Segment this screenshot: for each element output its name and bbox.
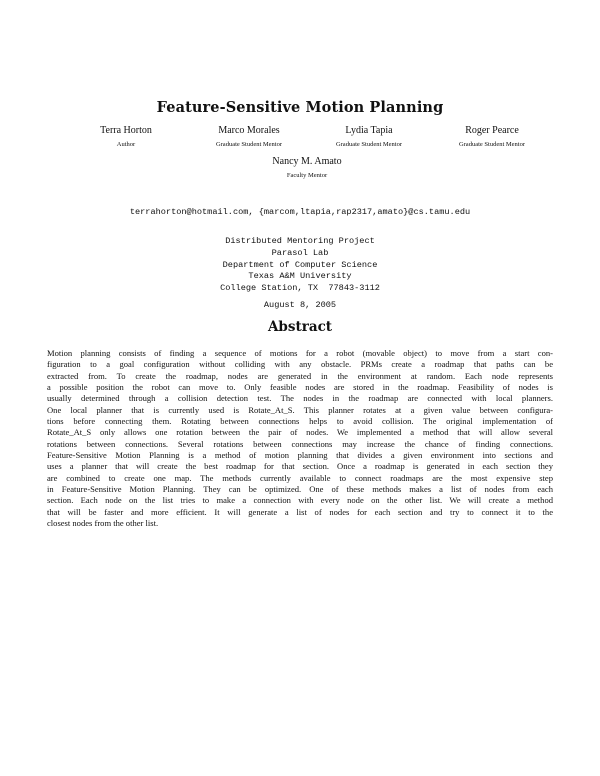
abstract-line: are combined to create one map. The methods currently available to connect roadmaps are the most expensive step	[47, 472, 553, 483]
abstract-heading: Abstract	[267, 319, 333, 335]
author-role: Faculty Mentor	[286, 172, 328, 179]
author-block	[56, 125, 196, 150]
author-name: Nancy M. Amato	[272, 156, 342, 167]
abstract-line: that will be faster and more efficient. It will generate a list of nodes for each section and try to connect it to the	[47, 506, 553, 517]
abstract-line: section. Each node on the list tries to make a connection with every node on the other list. We will create a method	[47, 495, 553, 506]
author-name: Terra Horton	[100, 125, 152, 136]
author-name: Roger Pearce	[465, 125, 519, 136]
abstract-line: One local planner that is currently used is Rotate_At_S. This planner rotates at a given value between configura-	[47, 404, 553, 415]
affiliation-block	[0, 236, 600, 295]
abstract-line: tions before connecting them. Rotating between connections helps to avoid collision. The original implementation of	[47, 416, 553, 427]
author-name: Marco Morales	[218, 125, 280, 136]
affiliation-line: Department of Computer Science	[222, 259, 378, 270]
author-role: Graduate Student Mentor	[335, 141, 403, 148]
affiliation-line: Distributed Mentoring Project	[225, 236, 375, 246]
abstract-line: Feature-Sensitive Motion Planning is a method of motion planning that divides a given environment into sections and	[47, 450, 553, 461]
author-block	[179, 125, 319, 150]
abstract-line: Rotate_At_S only allows one rotation between the pair of nodes. We implemented a method that will allow several	[47, 427, 553, 438]
abstract-line: Motion planning consists of finding a sequence of motions for a robot (movable object) to move from a start con-	[47, 348, 553, 358]
author-block	[422, 125, 562, 150]
abstract-line: closest nodes from the other list.	[47, 518, 159, 529]
abstract-line: in Feature-Sensitive Motion Planning. They can be optimized. One of these methods makes a list of nodes from each	[47, 484, 553, 495]
paper-date: August 8, 2005	[263, 300, 337, 310]
abstract-line: extracted from. To create the roadmap, nodes are generated in the environment at random. Each node represents	[47, 370, 553, 381]
affiliation-line: Parasol Lab	[271, 247, 329, 258]
affiliation-line: College Station, TX 77843-3112	[220, 283, 380, 294]
author-role: Author	[116, 141, 136, 148]
affiliation-line: Texas A&M University	[248, 271, 352, 282]
abstract-line: uses a planner that will create the best roadmap for that section. Once a roadmap is generated in each section they	[47, 461, 553, 472]
author-block	[299, 125, 439, 150]
author-block	[237, 156, 377, 181]
author-emails: terrahorton@hotmail.com, {marcom,ltapia,rap2317,amato}@cs.tamu.edu	[129, 207, 471, 217]
author-name: Lydia Tapia	[345, 125, 393, 136]
abstract-line: usually determined through a collision detection test. The nodes in the roadmap are connected with local planners.	[47, 393, 553, 404]
paper-title: Feature-Sensitive Motion Planning	[156, 99, 444, 116]
abstract-line: a possible position the robot can move to. Only feasible nodes are stored in the roadmap. Feasibility of nodes is	[47, 382, 553, 393]
abstract-line: figuration to a goal configuration without colliding with any obstacle. PRMs create a roadmap that paths can be	[47, 359, 553, 370]
abstract-line: rotations between connections. Several rotations between connections may increase the chance of finding connections.	[47, 438, 553, 449]
abstract-body	[47, 348, 553, 530]
author-role: Graduate Student Mentor	[215, 141, 283, 148]
author-role: Graduate Student Mentor	[458, 141, 526, 148]
